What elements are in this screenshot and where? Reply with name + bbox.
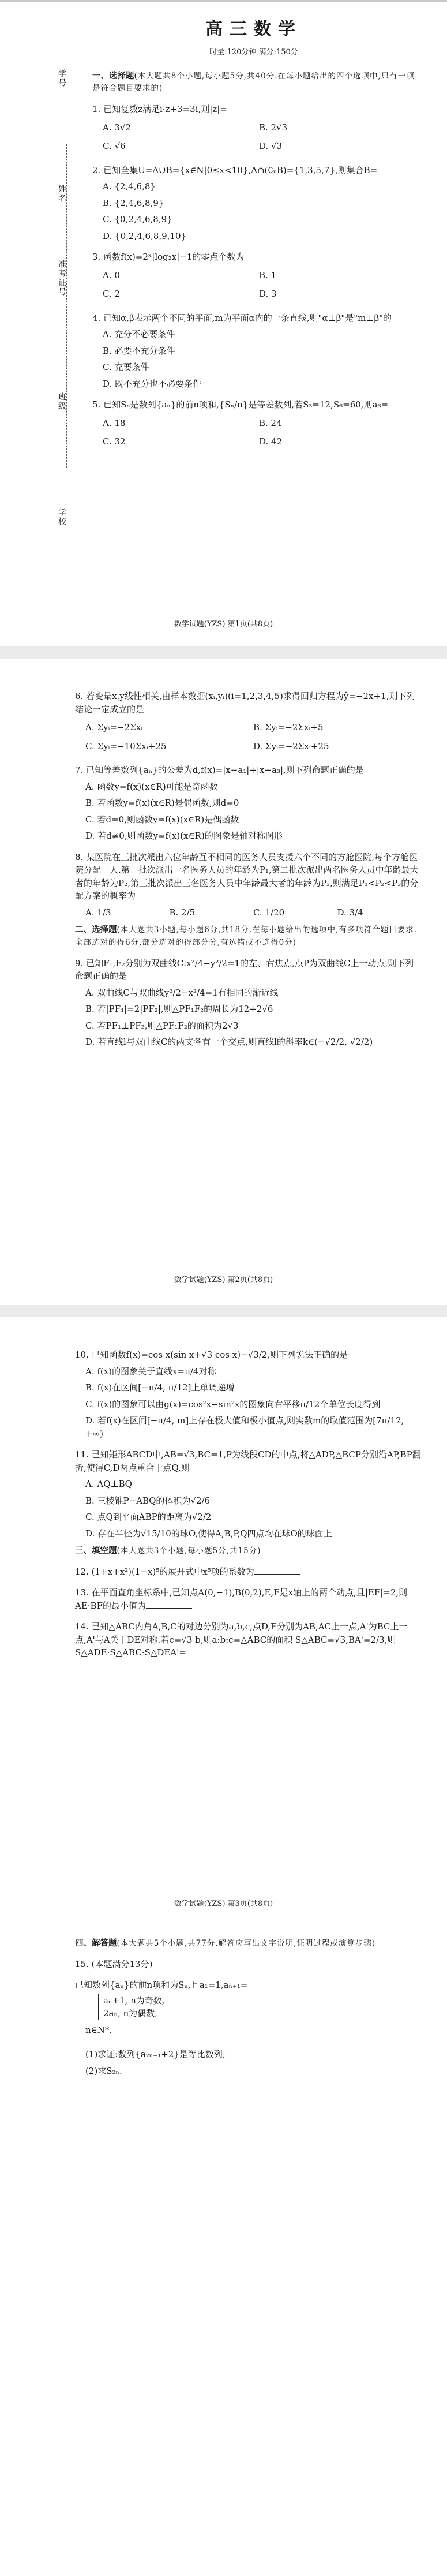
option-a: A. 充分不必要条件 <box>103 329 175 339</box>
binding-label-class: 班级 <box>57 392 66 411</box>
section-3-title: 三、填空题 <box>75 1546 117 1556</box>
exam-meta: 时量:120分钟 满分:150分 <box>209 48 298 57</box>
question-8-options <box>85 906 421 919</box>
piecewise-definition <box>98 1994 421 2020</box>
question-15-intro: 已知数列{aₙ}的前n项和为Sₙ,且a₁=1,aₙ₊₁= <box>75 1980 248 1991</box>
question-6-options <box>85 718 421 756</box>
option-b: B. 若函数y=f(x)(x∈R)是偶函数,则d=0 <box>85 798 239 808</box>
option-a: A. AQ⊥BQ <box>85 1479 132 1489</box>
option-a: A. 18 <box>103 417 126 428</box>
option-d: D. 若f(x)在区间[−π/4, m]上存在极大值和极小值点,则实数m的取值范围为[7π/12, +∞) <box>85 1415 404 1439</box>
exam-page-1 <box>0 0 447 646</box>
option-c: C. √6 <box>103 141 126 151</box>
option-d: D. {0,2,4,6,8,9,10} <box>103 230 187 241</box>
question-15-title: 15. (本题满分13分) <box>75 1958 153 1969</box>
option-c: C. 1/20 <box>253 907 285 918</box>
option-d: D. Σyᵢ=−2Σxᵢ+25 <box>253 741 329 752</box>
binding-label-student-id: 学号 <box>57 69 66 88</box>
exam-page-4 <box>0 1918 447 2576</box>
option-c: C. 32 <box>103 436 126 447</box>
page-1-footer: 数学试题(YZS) 第1页(共8页) <box>174 620 273 629</box>
option-c: C. {0,2,4,6,8,9} <box>103 214 172 225</box>
option-b: B. 24 <box>259 417 282 428</box>
question-12-stem: 12. (1+x+x²)(1−x)⁵的展开式中x⁵项的系数为 <box>75 1566 254 1577</box>
option-d: D. 42 <box>259 436 283 447</box>
option-a: A. 0 <box>103 270 120 281</box>
binding-label-school: 学校 <box>57 508 66 526</box>
exam-title: 高三数学 <box>205 19 302 39</box>
section-4-heading <box>75 1937 421 1950</box>
question-1-options <box>103 118 415 156</box>
question-6-stem: 6. 若变量x,y线性相关,由样本数据(xᵢ,yᵢ)(i=1,2,3,4,5)求得回归方程为ŷ=−2x+1,则下列结论一定成立的是 <box>75 691 415 715</box>
option-a: A. 3√2 <box>103 122 132 133</box>
piecewise-case-odd: aₙ+1, n为奇数, <box>103 1995 165 2006</box>
question-9-stem: 9. 已知F₁,F₂分别为双曲线C:x²/4−y²/2=1的左、右焦点,点P为双曲线C上一动点,则下列命题正确的是 <box>75 958 414 981</box>
option-a: A. 双曲线C与双曲线y²/2−x²/4=1有相同的渐近线 <box>85 987 279 998</box>
option-d: D. √3 <box>259 141 283 151</box>
binding-label-name: 姓名 <box>57 185 66 203</box>
section-3-heading <box>75 1545 421 1557</box>
page-2-footer: 数学试题(YZS) 第2页(共8页) <box>174 1276 273 1284</box>
binding-dashed-line <box>66 144 67 468</box>
question-4-stem: 4. 已知α,β表示两个不同的平面,m为平面α内的一条直线,则"α⊥β"是"m⊥β"的 <box>92 312 392 323</box>
page-2-content <box>75 682 421 1052</box>
option-c: C. f(x)的图象可以由g(x)=cos²x−sin²x的图象向右平移π/12个单位长度得到 <box>85 1399 381 1409</box>
option-b: B. Σyᵢ=−2Σxᵢ+5 <box>253 722 324 732</box>
option-a: A. 函数y=f(x)(x∈R)可能是奇函数 <box>85 781 218 792</box>
question-14-stem: 14. 已知△ABC内角A,B,C的对边分别为a,b,c,点D,E分别为AB,AC上一点,A'为BC上一点,A'与A关于DE对称.若c=√3 b,则a:b:c=△ABC的面积 S△ABC=√3,BA'=2/3,则S△ADE·S△ABC·S△DEA'= <box>75 1621 408 1658</box>
page-3-footer: 数学试题(YZS) 第3页(共8页) <box>174 1900 273 1908</box>
option-b: B. 2/5 <box>169 907 196 918</box>
option-a: A. f(x)的图象关于直线x=π/4对称 <box>85 1366 216 1377</box>
question-8-stem: 8. 某医院在三批次派出六位年龄互不相同的医务人员支援六个不同的方舱医院,每个方舱医院分配一人.第一批次派出一名医务人员的年龄为P₁,第二批次派出两名医务人员中年龄最大者的年龄为P₂,第三批次派出三名医务人员中年龄最大者的年龄为P₃,则满足P₁<P₂<P₃的分配方案的概率为 <box>75 851 419 901</box>
question-3-options <box>103 266 415 304</box>
exam-page-2 <box>0 659 447 1305</box>
option-d: D. 3 <box>259 289 277 299</box>
page-3-content <box>75 1340 421 1662</box>
option-d: D. 既不充分也不必要条件 <box>103 378 202 389</box>
question-5-stem: 5. 已知Sₙ是数列{aₙ}的前n项和,{Sₙ/n}是等差数列,若S₃=12,S₆=60,则a₆= <box>92 399 389 410</box>
option-b: B. 2√3 <box>259 122 288 133</box>
question-15-part-2: (2)求S₂ₙ. <box>85 2065 122 2076</box>
question-11-stem: 11. 已知矩形ABCD中,AB=√3,BC=1,P为线段CD的中点,将△ADP,△BCP分别沿AP,BP翻折,使得C,D两点重合于点Q,则 <box>75 1449 421 1473</box>
question-15-part-1: (1)求证:数列{a₂ₙ₋₁+2}是等比数列; <box>85 2049 226 2060</box>
option-c: C. 若PF₁⊥PF₂,则△PF₁F₂的面积为2√3 <box>85 1020 239 1031</box>
option-b: B. 1 <box>259 270 277 281</box>
section-3-desc: (本大题共3个小题,每小题5分,共15分) <box>117 1546 261 1556</box>
answer-blank <box>254 1566 300 1575</box>
binding-margin <box>30 69 70 577</box>
page-1-content <box>92 10 415 454</box>
option-b: B. 若|PF₁|=2|PF₂|,则△PF₁F₂的周长为12+2√6 <box>85 1004 273 1014</box>
page-4-content <box>75 1932 421 2081</box>
section-4-title: 四、解答题 <box>75 1938 117 1948</box>
option-b: B. f(x)在区间[−π/4, π/12]上单调递增 <box>85 1382 235 1393</box>
option-a: A. Σyᵢ=−2Σxᵢ <box>85 722 143 732</box>
section-1-title: 一、选择题 <box>92 70 134 81</box>
option-c: C. 充要条件 <box>103 362 149 372</box>
option-c: C. 若d=0,则函数y=f(x)(x∈R)是偶函数 <box>85 814 239 825</box>
option-a: A. {2,4,6,8} <box>103 181 156 192</box>
question-13 <box>75 1586 421 1612</box>
option-c: C. Σyᵢ=−10Σxᵢ+25 <box>85 741 167 752</box>
section-2-title: 二、选择题 <box>75 925 117 934</box>
option-b: B. 必要不充分条件 <box>103 345 175 356</box>
question-2-stem: 2. 已知全集U=A∪B={x∈N|0≤x<10},A∩(∁ᵤB)={1,3,5,7},则集合B= <box>92 164 378 175</box>
question-10-stem: 10. 已知函数f(x)=cos x(sin x+√3 cos x)−√3/2,则下列说法正确的是 <box>75 1349 348 1360</box>
option-a: A. 1/3 <box>85 907 111 918</box>
option-c: C. 2 <box>103 289 121 299</box>
answer-blank <box>146 1600 192 1609</box>
option-b: B. 三棱锥P−ABQ的体积为√2/6 <box>85 1495 211 1506</box>
question-5-options <box>103 414 415 451</box>
option-d: D. 若d≠0,则函数y=f(x)(x∈R)的图象是轴对称图形 <box>85 831 283 841</box>
option-c: C. 点Q到平面ABP的距离为√2/2 <box>85 1512 212 1522</box>
section-1-heading <box>92 70 415 95</box>
option-d: D. 存在半径为√15/10的球O,使得A,B,P,Q四点均在球O的球面上 <box>85 1528 332 1539</box>
section-4-desc: (本大题共5个小题,共77分.解答应写出文字说明,证明过程或演算步骤) <box>117 1939 376 1948</box>
question-7-stem: 7. 已知等差数列{aₙ}的公差为d,f(x)=|x−a₁|+|x−a₃|,则下列命题正确的是 <box>75 765 364 775</box>
binding-label-exam-number: 准考证号 <box>57 260 66 297</box>
option-d: D. 若直线l与双曲线C的两支各有一个交点,则直线l的斜率k∈(−√2/2, √2/2) <box>85 1037 373 1047</box>
question-15-domain: n∈N*. <box>85 2024 112 2035</box>
section-2-desc: (本大题共3小题,每小题6分,共18分.在每小题给出的选项中,有多项符合题目要求.全部选对的得6分,部分选对的得部分分,有选错或不选得0分) <box>75 925 418 947</box>
section-2-heading <box>75 924 421 949</box>
piecewise-case-even: 2aₙ, n为偶数, <box>103 2008 157 2019</box>
question-14 <box>75 1620 421 1659</box>
option-d: D. 3/4 <box>337 907 363 918</box>
question-1-stem: 1. 已知复数z满足i·z+3=3i,则|z|= <box>92 104 227 114</box>
option-b: B. {2,4,6,8,9} <box>103 197 164 208</box>
exam-page-3 <box>0 1317 447 1964</box>
answer-blank <box>186 1647 232 1655</box>
question-13-stem: 13. 在平面直角坐标系中,已知点A(0,−1),B(0,2),E,F是x轴上的两个动点,且|EF|=2,则AE·BF的最小值为 <box>75 1587 408 1611</box>
page-top-rule <box>0 0 447 2</box>
question-12 <box>75 1565 421 1579</box>
question-3-stem: 3. 函数f(x)=2ˣ|log₂x|−1的零点个数为 <box>92 252 245 262</box>
section-1-desc: (本大题共8个小题,每小题5分,共40分.在每小题给出的四个选项中,只有一项是符合题目要求的) <box>92 71 415 94</box>
